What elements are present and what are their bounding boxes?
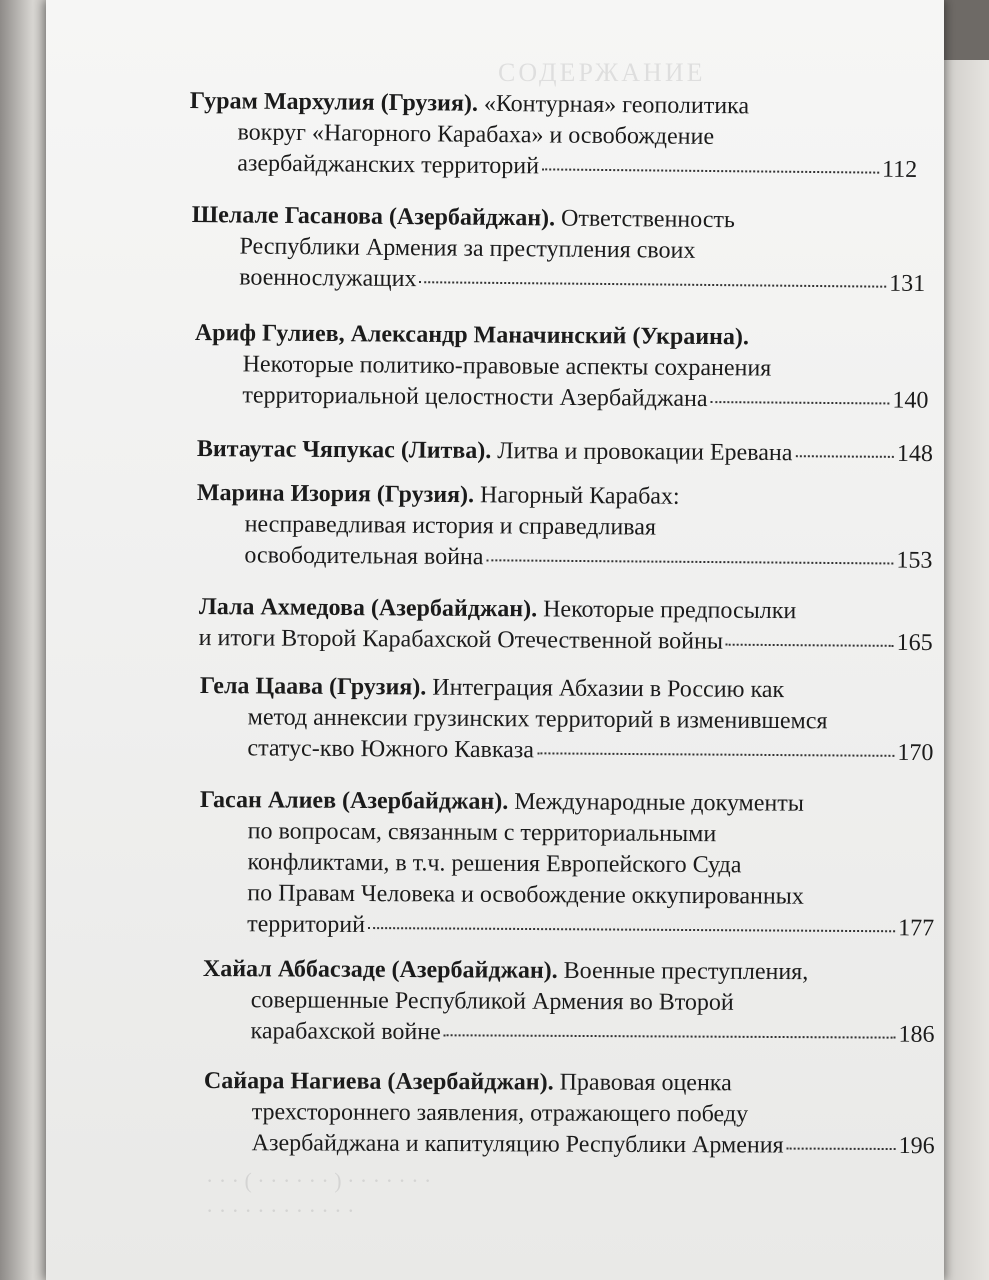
bleed-through-text: СОДЕРЖАНИЕ xyxy=(498,58,706,87)
toc-entry xyxy=(189,86,918,186)
entry-title-line: по вопросам, связанным с территориальными xyxy=(247,818,717,848)
entry-last-line xyxy=(197,434,933,470)
toc-entry xyxy=(204,1066,935,1162)
entry-title-line: совершенные Республикой Армения во Второй xyxy=(250,987,734,1016)
entry-author: Гасан Алиев (Азербайджан). xyxy=(199,786,509,815)
dot-leader xyxy=(537,751,895,756)
entry-author: Сайара Нагиева (Азербайджан). xyxy=(203,1068,554,1096)
dot-leader xyxy=(787,1147,896,1150)
page-number: 177 xyxy=(898,915,935,942)
entry-last-line xyxy=(203,1016,935,1051)
entry-title-line: и итоги Второй Карабахской Отечественной войны xyxy=(198,624,724,655)
dot-leader xyxy=(795,454,894,458)
entry-title-line: Республики Армения за преступления своих xyxy=(239,233,696,264)
dot-leader xyxy=(486,558,893,564)
entry-title: «Контурная» геополитика xyxy=(483,90,750,120)
dot-leader xyxy=(542,167,879,173)
bleed-through-text: · · · ( · · · · · · ) · · · · · · · xyxy=(206,1168,432,1193)
toc-entry xyxy=(197,434,933,470)
page-number: 196 xyxy=(898,1133,935,1160)
toc-entry xyxy=(194,318,929,417)
page-number: 131 xyxy=(889,270,926,298)
page-number: 148 xyxy=(896,440,933,468)
entry-title-line: азербайджанских территорий xyxy=(237,150,540,180)
entry-title-line: Азербайджана и капитуляцию Республики Армения xyxy=(251,1130,784,1159)
entry-title-line: карабахской войне xyxy=(250,1018,441,1046)
entry-author: Хайал Аббасзаде (Азербайджан). xyxy=(202,956,558,984)
page-number: 186 xyxy=(898,1021,935,1048)
entry-title-line: территориальной целостности Азербайджана xyxy=(242,382,708,413)
entry-title-line: трехстороннего заявления, отражающего победу xyxy=(251,1099,749,1128)
dot-leader xyxy=(444,1033,896,1038)
dot-leader xyxy=(368,926,895,932)
entry-title: Международные документы xyxy=(514,788,804,817)
entry-title: Ответственность xyxy=(560,205,736,234)
entry-last-line xyxy=(199,909,934,944)
toc-entry xyxy=(196,478,933,577)
entry-title-line: территорий xyxy=(247,911,366,939)
toc-entry xyxy=(203,954,935,1051)
page-number: 140 xyxy=(892,387,929,414)
entry-last-line xyxy=(199,623,933,659)
page-number: 153 xyxy=(896,547,933,574)
entry-title-line: Некоторые политико-правовые аспекты сохранения xyxy=(242,351,772,382)
toc-entry xyxy=(199,785,935,944)
dot-leader xyxy=(419,280,886,287)
toc-entry xyxy=(191,200,926,300)
page-number: 170 xyxy=(897,739,934,767)
entry-title: Литва и провокации Еревана xyxy=(497,438,793,467)
entry-title-line: несправедливая история и справедливая xyxy=(244,511,657,541)
entry-author: Гурам Мархулия (Грузия). xyxy=(189,87,479,117)
entry-title: Некоторые предпосылки xyxy=(543,596,797,625)
entry-title: Правовая оценка xyxy=(559,1069,732,1097)
bleed-through-text: · · · · · · · · · · · · xyxy=(206,1198,355,1223)
entry-author: Лала Ахмедова (Азербайджан). xyxy=(198,593,538,623)
page-number: 112 xyxy=(881,156,918,183)
entry-title-line: статус-кво Южного Кавказа xyxy=(247,735,535,764)
entry-first-line xyxy=(197,434,793,469)
entry-last-line xyxy=(196,540,932,577)
entry-author: Шелале Гасанова (Азербайджан). xyxy=(191,201,556,232)
entry-last-line xyxy=(194,380,928,417)
entry-first-line xyxy=(204,1066,935,1100)
entry-first-line xyxy=(199,592,933,628)
entry-title-line: по Правам Человека и освобождение оккупированных xyxy=(247,880,804,910)
toc-entry xyxy=(199,671,934,769)
dot-leader xyxy=(711,400,890,404)
dot-leader xyxy=(726,643,894,647)
entry-last-line xyxy=(204,1128,935,1162)
entry-author: Витаутас Чяпукас (Литва). xyxy=(196,435,492,465)
entry-first-line xyxy=(200,671,934,707)
entry-author: Марина Изория (Грузия). xyxy=(196,479,475,509)
entry-title-line: военнослужащих xyxy=(239,264,417,293)
entry-title-line: метод аннексии грузинских территорий в изменившемся xyxy=(247,704,828,735)
entry-author: Гела Цаава (Грузия). xyxy=(199,672,427,701)
entry-author: Ариф Гулиев, Александр Маначинский (Украина). xyxy=(194,319,749,351)
entry-title: Интеграция Абхазии в Россию как xyxy=(432,674,785,704)
page-number: 165 xyxy=(896,629,933,657)
entry-title-line: освободительная война xyxy=(244,542,484,571)
entry-first-line xyxy=(200,785,935,820)
entry-title-line: вокруг «Нагорного Карабаха» и освобождение xyxy=(237,119,715,151)
toc-entry xyxy=(199,592,933,659)
entry-title: Военные преступления, xyxy=(563,957,809,986)
entry-first-line xyxy=(203,954,935,989)
entry-title-line: конфликтами, в т.ч. решения Европейского Суда xyxy=(247,849,742,879)
entry-title: Нагорный Карабах: xyxy=(479,482,680,510)
entry-last-line xyxy=(199,733,933,769)
